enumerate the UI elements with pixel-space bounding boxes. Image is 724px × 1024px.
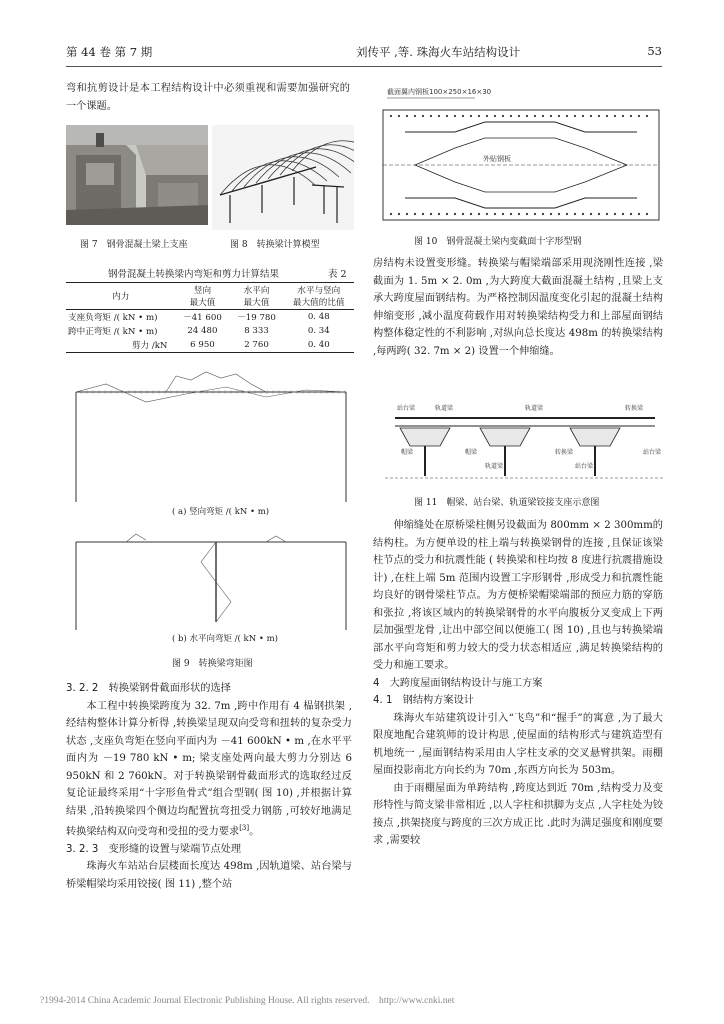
- moment-curve: [76, 384, 346, 402]
- rebar-dot: [606, 115, 608, 117]
- rebar-dot: [486, 115, 488, 117]
- rebar-dot: [534, 213, 536, 215]
- cap-beam: [570, 428, 620, 446]
- header-line: 最大值的比值: [292, 298, 345, 308]
- rebar-dot: [502, 115, 504, 117]
- table-header-cell: [175, 283, 229, 310]
- rebar-dot: [630, 115, 632, 117]
- rebar-dot: [430, 213, 432, 215]
- table-cell: －41 600: [183, 313, 222, 323]
- rebar-dot: [414, 115, 416, 117]
- rebar-dot: [638, 213, 640, 215]
- rebar-dot: [590, 115, 592, 117]
- rebar-dot: [598, 213, 600, 215]
- figure-11-label: 轨道梁: [525, 405, 544, 412]
- rebar-dot: [646, 213, 648, 215]
- figure-11-label: 帽梁: [465, 449, 478, 456]
- rebar-dot: [510, 115, 512, 117]
- rebar-dot: [478, 115, 480, 117]
- table-cell: 8 333: [244, 326, 269, 336]
- figure-9a-subcaption: ( a) 竖向弯矩 /( kN • m): [172, 507, 270, 517]
- intro-paragraph: 弯和抗剪设计是本工程结构设计中必须重视和需要加强研究的一个课题。: [66, 83, 350, 112]
- figure-9b-horizontal-moment-diagram: [66, 522, 356, 632]
- figure-11-label: 帽梁: [401, 449, 414, 456]
- rebar-dot: [582, 213, 584, 215]
- right-paragraph-2: 伸缩缝处在原桥梁柱侧另设截面为 800mm × 2 300mm的结构柱。为方便单设的柱上端与转换梁钢骨的连接 ,且保证该梁柱节点的受力和抗震性能 ( 转换梁和柱均按 8 度进行抗震措施设计) ,在柱上端 5m 范围内设置工字形钢骨 ,形成受力和抗震性能均良好的钢骨梁柱节点。为方便桥梁帽梁端部的预应力筋的穿筋和张拉 ,将该区域内的转换梁钢骨的水平向腹板分叉变成上下两层加强型龙骨 ,让出中部空间以便施工( 图 10) ,且也与转换梁端部水平向弯矩和剪力较大的受力状态相适应 ,满足转换梁结构的受力和施工要求。: [373, 520, 663, 671]
- table-row: [66, 310, 354, 325]
- rebar-dot: [462, 115, 464, 117]
- section-4-heading: 4 大跨度屋面钢结构设计与施工方案: [373, 677, 543, 689]
- rebar-dot: [414, 213, 416, 215]
- rebar-dot: [622, 213, 624, 215]
- page-number: 53: [647, 44, 662, 58]
- rebar-dot: [574, 213, 576, 215]
- table-2: [66, 282, 354, 353]
- moment-curve: [266, 536, 286, 542]
- table-cell: 2 760: [230, 338, 284, 353]
- rebar-dot: [494, 115, 496, 117]
- moment-curve: [201, 542, 216, 582]
- rebar-dot: [550, 213, 552, 215]
- rebar-dot: [606, 213, 608, 215]
- figure-11-bearing-diagram: [375, 398, 665, 488]
- table-cell: 0. 48: [307, 312, 330, 322]
- figure-7-photo: [66, 125, 208, 225]
- rebar-dot: [454, 213, 456, 215]
- rebar-dot: [486, 213, 488, 215]
- table-2-label: 表 2: [328, 269, 347, 280]
- table-cell: 支座负弯矩 /( kN • m): [68, 313, 158, 323]
- rebar-dot: [590, 213, 592, 215]
- figure-11-label: 轨道梁: [485, 463, 504, 470]
- header-line: 竖向: [193, 286, 212, 296]
- rebar-dot: [390, 213, 392, 215]
- rebar-dot: [526, 115, 528, 117]
- header-line: 水平向: [243, 286, 270, 296]
- rebar-dot: [422, 213, 424, 215]
- rebar-dot: [582, 115, 584, 117]
- figure-8-model: [212, 125, 354, 230]
- rebar-dot: [542, 213, 544, 215]
- rebar-dot: [534, 115, 536, 117]
- cap-beam: [400, 428, 450, 446]
- right-paragraph-1-block: [373, 255, 663, 360]
- running-header: [66, 44, 662, 64]
- rebar-dot: [518, 115, 520, 117]
- figure-10-inner-label: 外贴钢板: [483, 155, 511, 163]
- figure-background: [212, 125, 354, 230]
- figure-11-label: 转换梁: [625, 405, 644, 412]
- rebar-dot: [438, 115, 440, 117]
- table-header-cell: [66, 283, 175, 310]
- figure-11-caption: 图 11 帽梁、站台梁、轨道梁铰接支座示意图: [414, 498, 600, 508]
- rebar-dot: [502, 213, 504, 215]
- rebar-dot: [494, 213, 496, 215]
- rebar-dot: [518, 213, 520, 215]
- rebar-dot: [558, 213, 560, 215]
- sentence-end: 。: [249, 826, 260, 838]
- table-header-cell: [230, 283, 284, 310]
- rebar-dot: [558, 115, 560, 117]
- table-cell: 24 480: [187, 326, 218, 336]
- figure-10-label: 截面翼内钢板100×250×16×30: [387, 88, 492, 96]
- rebar-dot: [638, 115, 640, 117]
- rebar-dot: [614, 115, 616, 117]
- rebar-dot: [422, 115, 424, 117]
- cap-beam: [480, 428, 530, 446]
- rebar-dot: [454, 115, 456, 117]
- rebar-dot: [438, 213, 440, 215]
- web-line: [405, 198, 637, 208]
- table-header-row: [66, 283, 354, 310]
- rebar-dot: [470, 115, 472, 117]
- rebar-dot: [390, 115, 392, 117]
- rebar-dot: [566, 115, 568, 117]
- rebar-dot: [406, 115, 408, 117]
- figure-8-caption: 图 8 转换梁计算模型: [230, 240, 320, 250]
- rebar-dot: [446, 115, 448, 117]
- figure-11-label: 站台梁: [643, 449, 662, 456]
- article-running-title: 刘传平 ,等. 珠海火车站结构设计: [356, 45, 521, 59]
- web-line: [405, 122, 637, 132]
- table-2-title: 钢骨混凝土转换梁内弯矩和剪力计算结果: [108, 269, 280, 280]
- right-paragraph-4: 由于雨棚屋面为单跨结构 ,跨度达到近 70m ,结构受力及变形特性与简支梁非常相近 ,以人字柱和拱脚为支点 ,人字柱处为铰接点 ,拱架挠度与跨度的三次方成正比 .此时为满足强度和刚度要求 ,需要较: [373, 782, 663, 846]
- rebar-dot: [646, 115, 648, 117]
- rebar-dot: [550, 115, 552, 117]
- figure-9-caption: 图 9 转换梁弯矩图: [172, 659, 253, 669]
- table-header-cell: [284, 283, 354, 310]
- figure-10-caption: 图 10 钢骨混凝土梁内变截面十字形型钢: [414, 237, 582, 247]
- table-cell: 跨中正弯矩 /( kN • m): [68, 327, 158, 337]
- right-paragraph-1: 房结构未设置变形缝。转换梁与帽梁端部采用现浇刚性连接 ,梁截面为 1. 5m × 2. 0m ,为大跨度大截面混凝土结构 ,且梁上支承大跨度屋面钢结构。为严格控制因温度变化引起的混凝土结构伸缩变形 ,减小温度荷载作用对转换梁结构受力和上部屋面钢结构整体稳定性的不利影响 ,对纵向总长度达 498m 的转换梁结构 ,每两跨( 32. 7m × 2) 设置一个伸缩缝。: [373, 258, 663, 357]
- copyright-footer: ?1994-2014 China Academic Journal Electronic Publishing House. All rights reserved. http://www.cnki.net: [40, 996, 455, 1006]
- section-3-2-2-paragraph: [66, 698, 352, 841]
- journal-volume-issue: 第 44 卷 第 7 期: [66, 45, 153, 59]
- figure-11-label: 转换梁: [555, 449, 574, 456]
- moment-curve: [216, 582, 231, 622]
- rebar-dot: [470, 213, 472, 215]
- section-3-2-3-heading: 3. 2. 3 变形缝的设置与梁端节点处理: [66, 843, 242, 855]
- table-row: [66, 324, 354, 338]
- header-rule: [66, 66, 662, 67]
- rebar-dot: [526, 213, 528, 215]
- rebar-dot: [622, 115, 624, 117]
- figure-11-label: 站台梁: [575, 463, 594, 470]
- table-cell: 0. 34: [307, 326, 330, 336]
- section-3-2-3-paragraph: 珠海火车站站台层楼面长度达 498m ,因轨道梁、站台梁与桥梁帽梁均采用铰接( 图 11) ,整个站: [66, 861, 352, 890]
- right-paragraph-3: 珠海火车站建筑设计引入“飞鸟”和“握手”的寓意 ,为了最大限度地配合建筑师的设计构思 ,使屋面的结构形式与建筑造型有机地统一 ,屋面钢结构采用由人字柱支承的交叉悬臂拱架。雨棚屋面投影南北方向长约为 70m ,东西方向长为 503m。: [373, 712, 663, 776]
- rebar-dot: [478, 213, 480, 215]
- rebar-dot: [598, 115, 600, 117]
- moment-curve: [126, 534, 146, 542]
- rebar-dot: [406, 213, 408, 215]
- table-cell: －19 780: [237, 313, 276, 323]
- section-4-1-heading: 4. 1 钢结构方案设计: [373, 695, 474, 706]
- rebar-dot: [510, 213, 512, 215]
- figure-11-label: 站台梁: [397, 405, 416, 412]
- rebar-dot: [398, 213, 400, 215]
- rebar-dot: [446, 213, 448, 215]
- header-line: 最大值: [243, 298, 270, 308]
- header-line: 最大值: [189, 298, 216, 308]
- figure-10-cross-steel-section: [375, 82, 665, 227]
- table-cell: 0. 40: [284, 338, 354, 353]
- table-row: [66, 338, 354, 353]
- rebar-dot: [430, 115, 432, 117]
- header-line: 水平与竖向: [297, 286, 341, 296]
- rebar-dot: [630, 213, 632, 215]
- rebar-dot: [574, 115, 576, 117]
- header-line: 内力: [112, 292, 130, 302]
- figure-9b-subcaption: ( b) 水平向弯矩 /( kN • m): [172, 634, 278, 644]
- section-3-2-2-heading: 3. 2. 2 转换梁钢骨截面形状的选择: [66, 683, 231, 694]
- table-cell: 剪力 /kN: [66, 338, 175, 353]
- intro-paragraph-block: [66, 80, 350, 115]
- figure-11-label: 轨道梁: [435, 405, 454, 412]
- citation-ref[interactable]: [3]: [239, 824, 250, 832]
- left-body-text: [66, 680, 352, 893]
- table-cell: 6 950: [175, 338, 229, 353]
- rebar-dot: [462, 213, 464, 215]
- rebar-dot: [566, 213, 568, 215]
- figure-7-caption: 图 7 钢骨混凝土梁上支座: [80, 240, 188, 250]
- figure-9a-vertical-moment-diagram: [66, 362, 356, 507]
- rebar-dot: [398, 115, 400, 117]
- rebar-dot: [542, 115, 544, 117]
- rebar-dot: [614, 213, 616, 215]
- right-body-text: [373, 517, 663, 850]
- section-3-2-2-body: 本工程中转换梁跨度为 32. 7m ,跨中作用有 4 榀钢拱架 ,经结构整体计算分析得 ,转换梁呈现双向受弯和扭转的复杂受力状态 ,支座负弯矩在竖向平面内为 －41 600kN • m ,在水平平面内为 －19 780 kN • m; 梁支座处两向最大剪力分别达 6 950kN 和 2 760kN。对于转换梁钢骨截面形式的选取经过反复论证最终采用“十字形鱼骨式”组合型钢( 图 10) ,并根据计算结果 ,沿转换梁四个侧边均配置抗弯扭受力钢筋 ,可较好地满足转换梁结构双向受弯和受扭的受力要求: [66, 700, 352, 838]
